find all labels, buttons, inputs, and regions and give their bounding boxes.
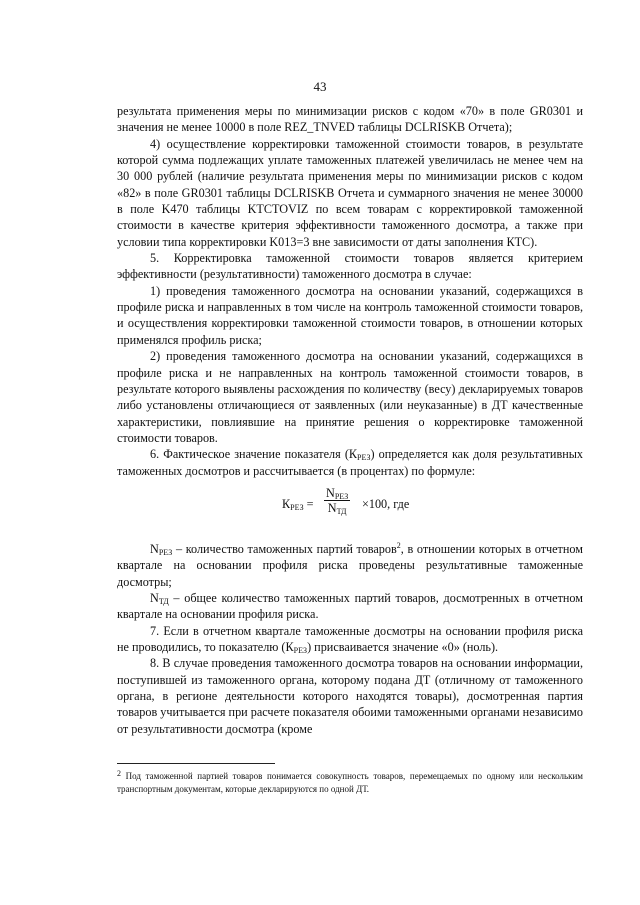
formula-fraction	[324, 486, 350, 515]
paragraph-6	[117, 446, 583, 479]
paragraph-6-sub: РЕЗ	[357, 453, 371, 463]
document-body	[117, 103, 583, 737]
paragraph-continuation: результата применения меры по минимизации рисков с кодом «70» в поле GR0301 и значения не менее 10000 в поле REZ_TNVED таблицы DCLRISKB Отчета);	[117, 104, 583, 135]
paragraph-6-text-b: ) определяется как доля результативных таможенных досмотров и рассчитывается (в процентах) по формуле:	[117, 447, 583, 478]
definition-ntd: $N_{ТД}$ – общее количество таможенных партий товаров, досмотренных в отчетном квартале на основании профиля риска.	[117, 590, 583, 622]
formula-numerator: $N_{РЕЗ}$	[326, 485, 349, 501]
paragraph-5: 5. Корректировка таможенной стоимости товаров является критерием эффективности (результативности) таможенного досмотра в случае:	[117, 251, 583, 282]
definition-nrez: $N_{РЕЗ}$ – количество таможенных партий товаров$^2$, в отношении которых в отчетном квартале на основании профиля риска проведены результативные таможенные досмотры;	[117, 540, 583, 589]
footnote	[117, 770, 583, 796]
formula	[117, 479, 583, 529]
footnote-divider	[117, 763, 275, 764]
page-number: 43	[313, 79, 327, 94]
paragraph-6-text-a: 6. Фактическое значение показателя (К	[150, 447, 358, 462]
paragraph-7: 7. Если в отчетном квартале таможенные досмотры на основании профиля риска не проводились, то показателю $(К_{РЕЗ})$ присваивается значение «0» (ноль).	[117, 623, 583, 655]
formula-rhs: ×100, где	[362, 496, 410, 511]
paragraph-8: 8. В случае проведения таможенного досмотра товаров на основании информации, поступившей из таможенного органа, которому подана ДТ (отличному от таможенного органа, в регионе деятельности которого находятся товары), досмотренная партия товаров учитывается при расчете показателя обоими таможенными органами независимо от результативности досмотра (кроме	[117, 656, 583, 736]
paragraph-item-4: 4) осуществление корректировки таможенной стоимости товаров, в результате которой сумма подлежащих уплате таможенных платежей увеличилась не менее чем на 30 000 рублей (наличие результата применения меры по минимизации рисков с кодом «82» в поле GR0301 таблицы DCLRISKB Отчета и суммарного значения не менее 30000 в поле K470 таблицы KTCTOVIZ по всем товарам с корректировкой таможенной стоимости в качестве критерия эффективности таможенного досмотра, а также при условии типа корректировки K013=3 вне зависимости от даты заполнения КТС).	[117, 136, 583, 249]
paragraph-5-item-2: 2) проведения таможенного досмотра на основании указаний, содержащихся в профиле риска и не направленных на контроль таможенной стоимости товаров, в результате которого выявлены расхождения по количеству (весу) декларируемых товаров либо установлены отличающиеся от заявленных (или неуказанные) в ДТ качественные характеристики, повлиявшие на принятие решения о корректировке таможенной стоимости товаров.	[117, 349, 583, 445]
formula-denominator: $N_{ТД}$	[327, 500, 347, 516]
footnote-ref: 2	[396, 540, 401, 550]
footnote-text: Под таможенной партией товаров понимается совокупность товаров, перемещаемых по одному или нескольким транспортным документам, которые декларируются по одной ДТ.	[117, 771, 583, 794]
footnote-mark: 2	[117, 769, 121, 778]
formula-lhs: $К_{РЕЗ}$ =	[282, 496, 314, 512]
paragraph-5-item-1: 1) проведения таможенного досмотра на основании указаний, содержащихся в профиле риска и направленных в том числе на контроль таможенной стоимости товаров, и осуществления корректировки таможенной стоимости товаров, в отношении которых применялся профиль риска;	[117, 283, 583, 347]
